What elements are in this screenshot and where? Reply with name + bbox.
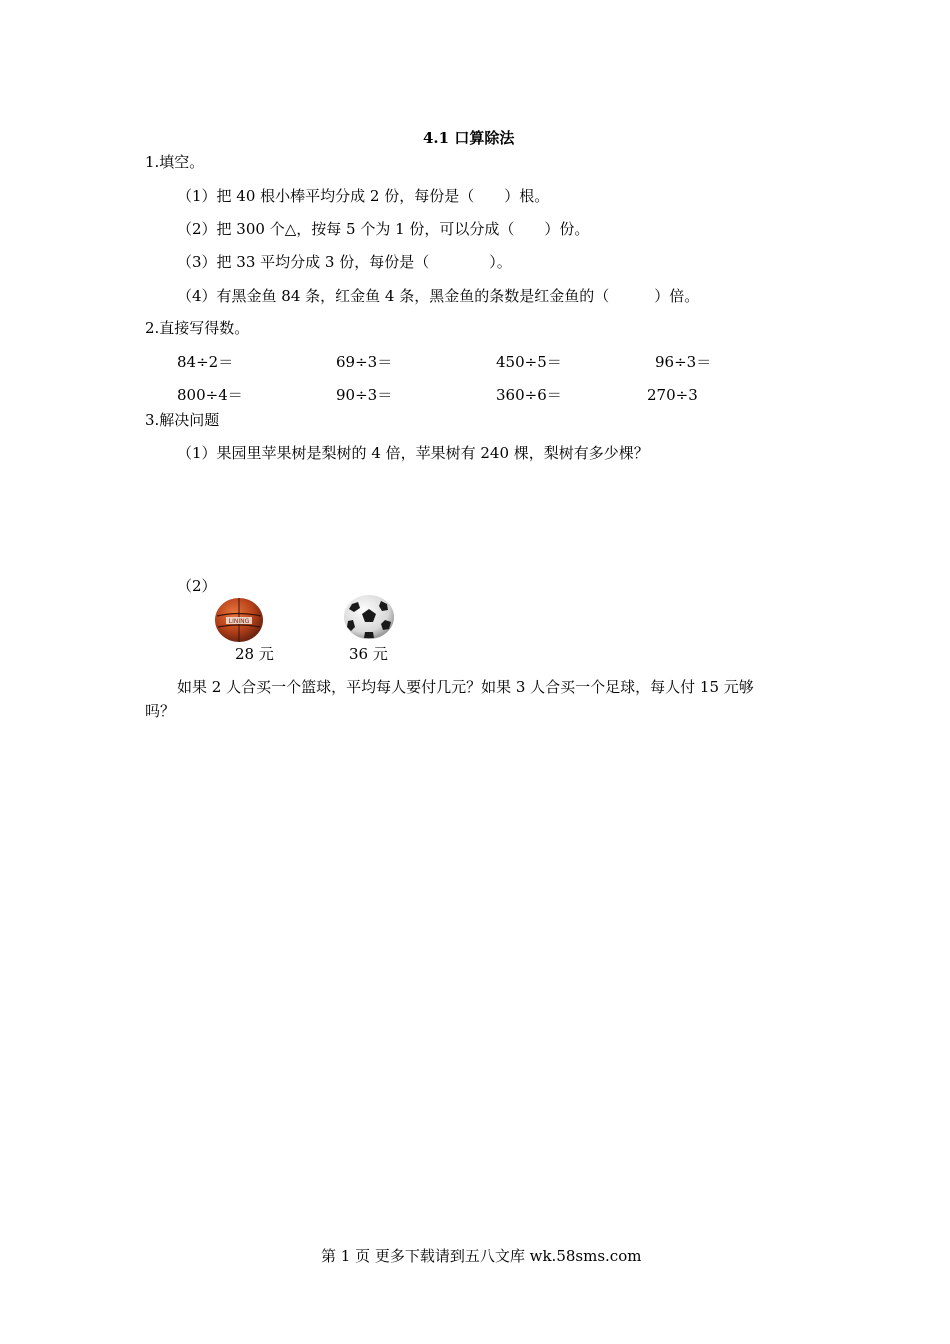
question-1-1: （1）把 40 根小棒平均分成 2 份，每份是（ ）根。 [177,187,550,205]
question-1-3: （3）把 33 平均分成 3 份，每份是（ ）。 [177,253,512,271]
calc-item: 90÷3＝ [336,386,393,404]
question-3-2-label: （2） [177,577,217,595]
page-footer: 第 1 页 更多下载请到五八文库 wk.58sms.com [321,1247,642,1265]
question-3-2-line2: 吗？ [145,702,176,720]
section1-heading: 1.填空。 [145,153,205,171]
calc-item: 96÷3＝ [655,353,712,371]
section2-heading: 2.直接写得数。 [145,319,250,337]
calc-item: 84÷2＝ [177,353,234,371]
question-3-2-line1: 如果 2 人合买一个篮球，平均每人要付几元？如果 3 人合买一个足球，每人付 15 元够 [177,678,754,696]
calc-item: 270÷3 [647,386,698,404]
calc-item: 360÷6＝ [496,386,562,404]
football-image [343,594,395,640]
page-title: 4.1 口算除法 [423,129,515,147]
basketball-logo: LINING [228,618,250,625]
basketball-image [214,597,264,643]
football-price: 36 元 [349,645,388,663]
calc-item: 69÷3＝ [336,353,393,371]
calc-item: 450÷5＝ [496,353,562,371]
question-3-1: （1）果园里苹果树是梨树的 4 倍，苹果树有 240 棵，梨树有多少棵？ [177,444,649,462]
basketball-price: 28 元 [235,645,274,663]
section3-heading: 3.解决问题 [145,411,220,429]
calc-item: 800÷4＝ [177,386,243,404]
question-1-2: （2）把 300 个△，按每 5 个为 1 份，可以分成（ ）份。 [177,220,590,238]
question-1-4: （4）有黑金鱼 84 条，红金鱼 4 条，黑金鱼的条数是红金鱼的（ ）倍。 [177,287,700,305]
